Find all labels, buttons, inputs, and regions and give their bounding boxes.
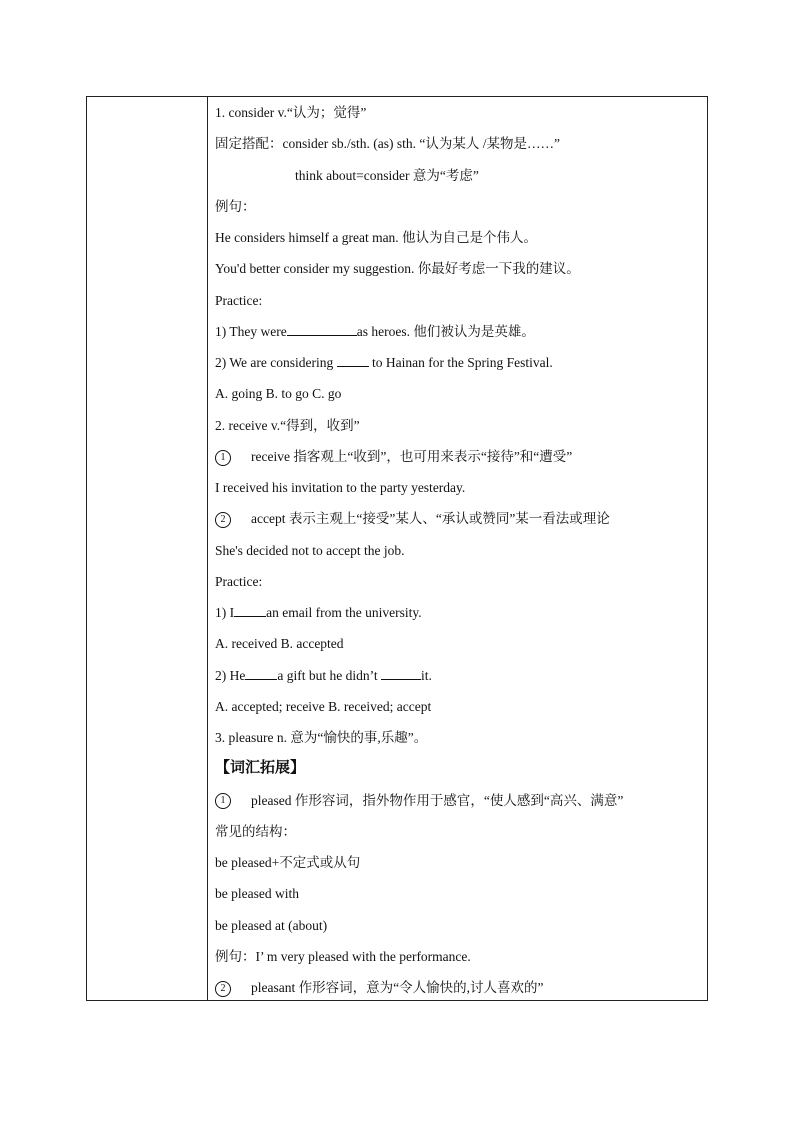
circled-number: 2 (215, 981, 231, 997)
answer-blank[interactable] (245, 667, 277, 680)
practice-3-start: 1) I (215, 605, 235, 620)
practice-1-start: 1) They were (215, 323, 287, 339)
line-pleasant-note (215, 975, 705, 1006)
column-divider (207, 96, 208, 1001)
line-practice-1 (215, 319, 705, 350)
line-fixed-collocation: 固定搭配：consider sb./sth. (as) sth. “认为某人 /某物是……” (215, 136, 560, 152)
line-practice-3 (215, 600, 705, 631)
line-vocab-extension: 【词汇拓展】 (215, 760, 306, 777)
answer-blank[interactable] (287, 323, 357, 336)
practice-3-end: an email from the university. (266, 605, 422, 620)
line-practice-label: Practice: (215, 292, 263, 308)
answer-blank[interactable] (337, 354, 369, 367)
line-accept-note (215, 506, 705, 537)
line-receive-heading: 2. receive v.“得到，收到” (215, 417, 360, 433)
practice-4-middle: a gift but he didn’t (277, 667, 381, 683)
line-structure-1: be pleased+不定式或从句 (215, 855, 361, 870)
line-accept-example: She's decided not to accept the job. (215, 542, 405, 558)
pleased-note-text: pleased 作形容词，指外物作用于感官，“使人感到“高兴、满意” (251, 792, 624, 808)
line-receive-example: I received his invitation to the party yesterday. (215, 480, 466, 495)
practice-4-end: it. (421, 667, 432, 683)
line-structure-2: be pleased with (215, 886, 299, 902)
line-practice-4 (215, 663, 705, 694)
practice-1-end: as heroes. 他们被认为是英雄。 (356, 323, 535, 339)
line-think-about: think about=consider 意为“考虑” (295, 167, 479, 183)
line-practice-label-2: Practice: (215, 573, 263, 589)
circled-number: 1 (215, 450, 231, 466)
line-example-2: You'd better consider my suggestion. 你最好考虑一下我的建议。 (215, 261, 580, 277)
answer-blank[interactable] (381, 667, 421, 680)
line-example-pleased: 例句：I’ m very pleased with the performance. (215, 948, 471, 964)
line-common-structures: 常见的结构： (215, 823, 296, 839)
pleasant-note-text: pleasant 作形容词，意为“令人愉快的,讨人喜欢的” (251, 980, 544, 995)
answer-blank[interactable] (234, 604, 266, 617)
line-options-1: A. going B. to go C. go (215, 386, 342, 402)
circled-number: 2 (215, 512, 231, 528)
line-practice-2 (215, 350, 705, 381)
practice-2-end: to Hainan for the Spring Festival. (368, 355, 553, 370)
receive-note-text: receive 指客观上“收到”，也可用来表示“接待”和“遭受” (251, 448, 573, 464)
left-empty-cell (86, 96, 207, 1001)
line-receive-note (215, 444, 705, 475)
practice-4-start: 2) He (215, 667, 246, 683)
line-structure-3: be pleased at (about) (215, 917, 328, 933)
line-options-3: A. accepted; receive B. received; accept (215, 698, 432, 714)
line-pleasure-heading: 3. pleasure n. 意为“愉快的事,乐趣”。 (215, 730, 428, 745)
accept-note-text: accept 表示主观上“接受”某人、“承认或赞同”某一看法或理论 (251, 511, 610, 527)
line-options-2: A. received B. accepted (215, 636, 344, 652)
line-consider-heading: 1. consider v.“认为；觉得” (215, 105, 367, 120)
content-cell (215, 100, 705, 1006)
line-pleased-note (215, 788, 705, 819)
line-example-1: He considers himself a great man. 他认为自己是个伟人。 (215, 230, 538, 245)
line-example-label: 例句： (215, 198, 256, 214)
circled-number: 1 (215, 793, 231, 809)
practice-2-start: 2) We are considering (215, 355, 337, 370)
